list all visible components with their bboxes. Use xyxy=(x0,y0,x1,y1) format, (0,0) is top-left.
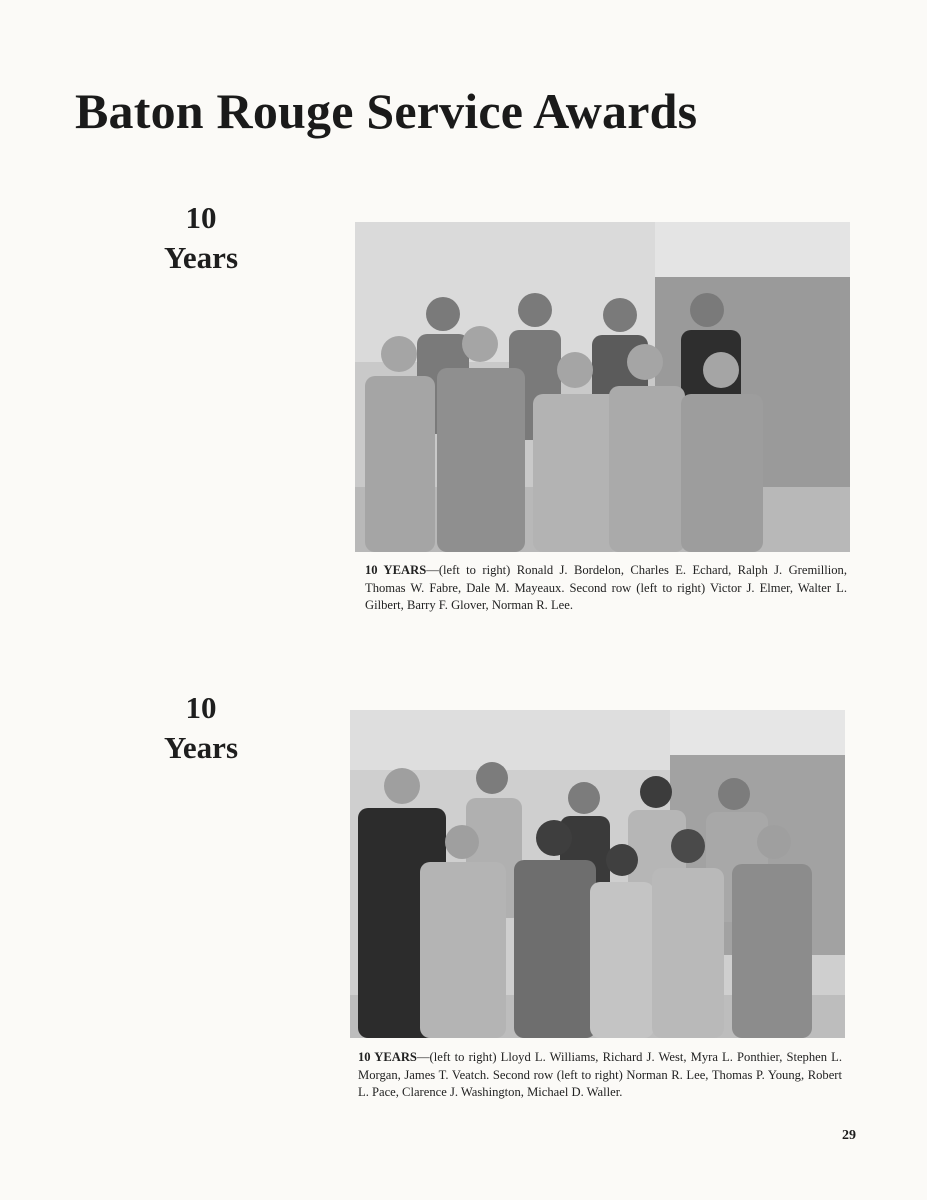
group-photo-icon xyxy=(355,222,850,552)
page-number: 29 xyxy=(842,1128,856,1143)
photo-caption-2 xyxy=(358,1049,842,1102)
group-photo-1 xyxy=(355,222,850,552)
section-years-number: 10 xyxy=(185,200,217,235)
photo-caption-1 xyxy=(365,562,847,615)
group-photo-2 xyxy=(350,710,845,1038)
section-years-unit: Years xyxy=(163,730,239,765)
section-years-number: 10 xyxy=(185,690,217,725)
caption-text: —(left to right) Lloyd L. Williams, Richard J. West, Myra L. Ponthier, Stephen L. Morgan, James T. Veatch. Second row (left to right) Norman R. Lee, Thomas P. Young, Robert L. Pace, Clarence J. Washington, Michael D. Waller. xyxy=(358,1050,843,1099)
section-label-2 xyxy=(146,688,256,768)
caption-lead: 10 YEARS xyxy=(365,563,427,577)
group-photo-icon xyxy=(350,710,845,1038)
caption-lead: 10 YEARS xyxy=(358,1050,417,1064)
page-title: Baton Rouge Service Awards xyxy=(75,82,698,139)
section-years-unit: Years xyxy=(163,240,239,275)
section-label-1 xyxy=(146,198,256,278)
caption-text: —(left to right) Ronald J. Bordelon, Charles E. Echard, Ralph J. Gremillion, Thomas W. Fabre, Dale M. Mayeaux. Second row (left to right) Victor J. Elmer, Walter L. Gilbert, Barry F. Glover, Norman R. Lee. xyxy=(365,563,847,612)
